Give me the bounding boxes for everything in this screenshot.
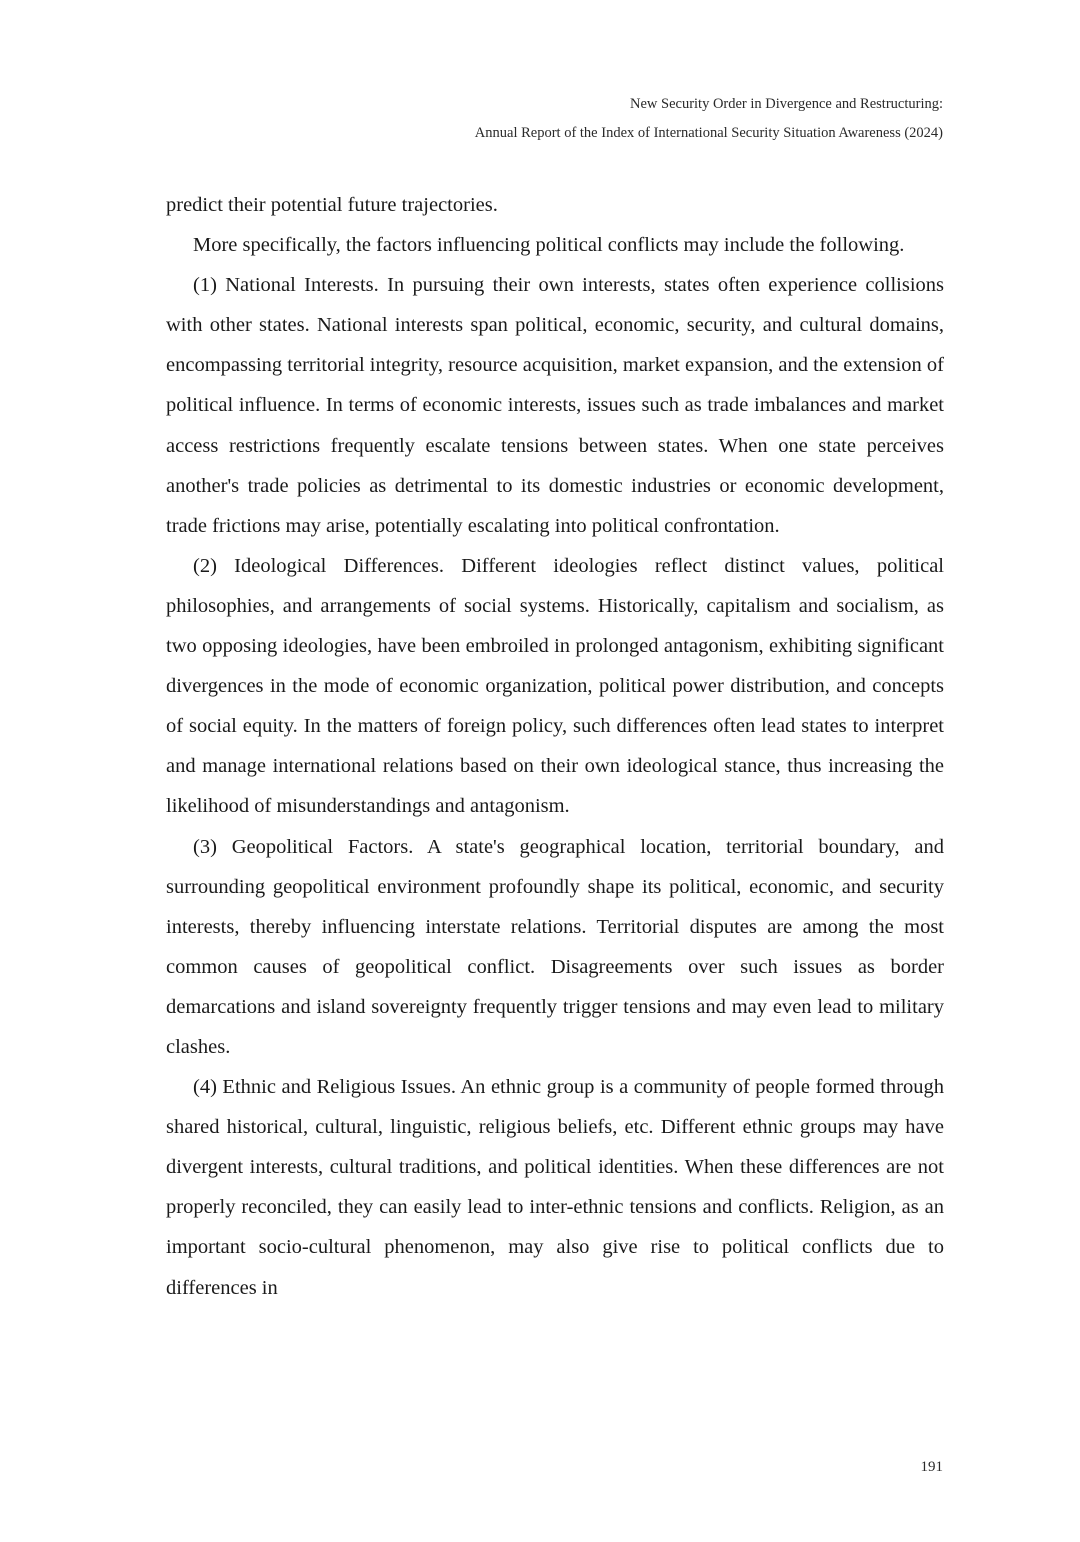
paragraph-continued: predict their potential future trajectories.: [166, 194, 498, 216]
paragraph-ethnic-religious-issues: (4) Ethnic and Religious Issues. An ethnic group is a community of people formed through shared historical, cultural, linguistic, religious beliefs, etc. Different ethnic groups may have divergent interests, cultural traditions, and political identities. When these differences are not properly reconciled, they can easily lead to inter-ethnic tensions and conflicts. Religion, as an important socio-cultural phenomenon, may also give rise to political conflicts due to differences in: [166, 1076, 944, 1299]
body-text: [166, 185, 944, 1308]
running-header: [475, 90, 943, 148]
paragraph-ideological-differences: (2) Ideological Differences. Different ideologies reflect distinct values, political philosophies, and arrangements of social systems. Historically, capitalism and socialism, as two opposing ideologies, have been embroiled in prolonged antagonism, exhibiting significant divergences in the mode of economic organization, political power distribution, and concepts of social equity. In the matters of foreign policy, such differences often lead states to interpret and manage international relations based on their own ideological stance, thus increasing the likelihood of misunderstandings and antagonism.: [166, 554, 944, 818]
running-header-subtitle: Annual Report of the Index of International Security Situation Awareness (2024): [474, 125, 943, 141]
page-number: 191: [920, 1459, 943, 1475]
running-header-title: New Security Order in Divergence and Restructuring:: [630, 96, 943, 112]
paragraph-national-interests: (1) National Interests. In pursuing their own interests, states often experience collisions with other states. National interests span political, economic, security, and cultural domains, encompassing territorial integrity, resource acquisition, market expansion, and the extension of political influence. In terms of economic interests, issues such as trade imbalances and market access restrictions frequently escalate tensions between states. When one state perceives another's trade policies as detrimental to its domestic industries or economic development, trade frictions may arise, potentially escalating into political confrontation.: [166, 274, 945, 537]
paragraph-geopolitical-factors: (3) Geopolitical Factors. A state's geographical location, territorial boundary, and surrounding geopolitical environment profoundly shape its political, economic, and security interests, thereby influencing interstate relations. Territorial disputes are among the most common causes of geopolitical conflict. Disagreements over such issues as border demarcations and island sovereignty frequently trigger tensions and may even lead to military clashes.: [166, 835, 944, 1058]
paragraph-intro: More specifically, the factors influencing political conflicts may include the following.: [193, 234, 905, 257]
